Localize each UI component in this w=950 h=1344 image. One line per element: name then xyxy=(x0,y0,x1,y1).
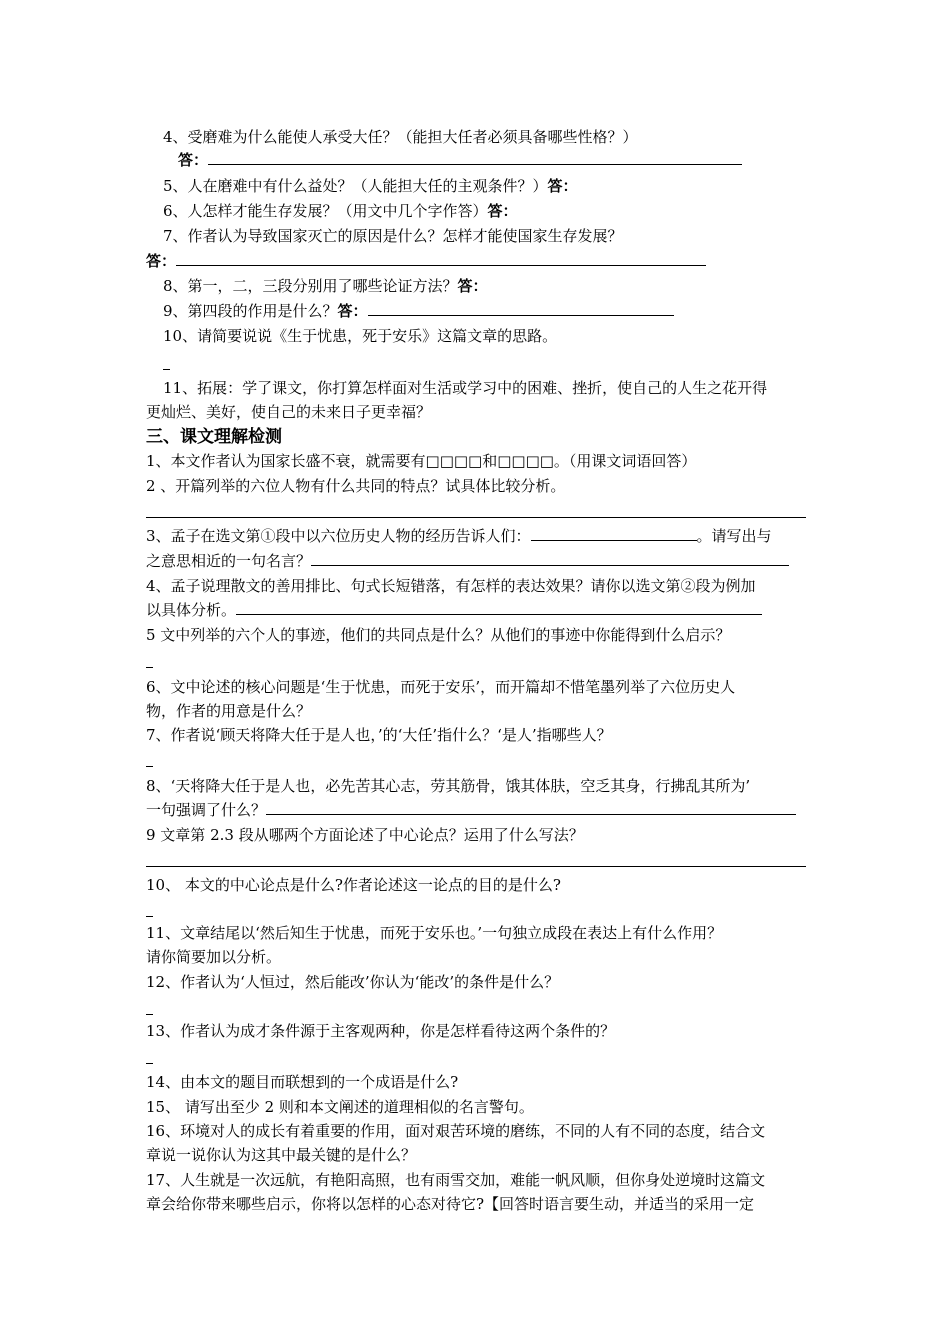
s3-question-13 xyxy=(146,1020,810,1042)
question-6 xyxy=(163,200,827,222)
s3-question-12-text: 12、作者认为‘人恒过，然后能改’你认为‘能改’的条件是什么？ xyxy=(146,973,560,991)
s3-question-8-text: 8、‘天将降大任于是人也，必先苦其心志，劳其筋骨，饿其体肤，空乏其身，行拂乱其所为’ xyxy=(146,777,751,795)
answer-blank[interactable] xyxy=(146,1014,153,1015)
question-4-text: 4、受磨难为什么能使人承受大任？（能担大任者必须具备哪些性格？） xyxy=(163,128,638,146)
s3-question-8-line2 xyxy=(146,799,810,821)
question-9-text: 9、第四段的作用是什么？ xyxy=(163,302,338,320)
s3-question-16-text: 16、环境对人的成长有着重要的作用，面对艰苦环境的磨练，不同的人有不同的态度，结合文 xyxy=(146,1122,766,1140)
question-5-text: 5、人在磨难中有什么益处？（人能担大任的主观条件？） xyxy=(163,177,548,195)
s3-question-11 xyxy=(146,922,810,944)
s3-question-14 xyxy=(146,1071,810,1093)
s3-question-16 xyxy=(146,1120,810,1142)
answer-blank[interactable] xyxy=(146,667,153,668)
answer-4-row xyxy=(178,149,842,171)
answer-label: 答： xyxy=(487,202,518,220)
s3-question-8 xyxy=(146,775,810,797)
s3-question-1-text: 1、本文作者认为国家长盛不衰，就需要有□□□□和□□□□。（用课文词语回答） xyxy=(146,452,697,470)
answer-label: 答： xyxy=(178,151,209,169)
question-8-text: 8、第一，二，三段分别用了哪些论证方法？ xyxy=(163,277,458,295)
answer-label: 答： xyxy=(547,177,578,195)
question-5 xyxy=(163,175,827,197)
s3-question-3-line2 xyxy=(146,550,810,572)
s3-question-5 xyxy=(146,624,810,646)
question-7 xyxy=(163,225,827,247)
answer-blank[interactable] xyxy=(531,525,697,541)
answer-blank[interactable] xyxy=(208,149,742,165)
s3-question-17-line2 xyxy=(146,1193,810,1215)
answer-blank[interactable] xyxy=(176,250,706,266)
answer-blank[interactable] xyxy=(368,300,674,316)
s3-question-2 xyxy=(146,475,810,497)
s3-question-3-line2-text: 之意思相近的一句名言？ xyxy=(146,552,312,570)
s3-question-11-line2-text: 请你简要加以分析。 xyxy=(146,948,282,966)
answer-label: 答： xyxy=(337,302,368,320)
s3-question-14-text: 14、由本文的题目而联想到的一个成语是什么? xyxy=(146,1073,459,1091)
answer-blank[interactable] xyxy=(146,1063,153,1064)
s3-question-4 xyxy=(146,575,810,597)
s3-question-3-text: 3、孟子在选文第①段中以六位历史人物的经历告诉人们： xyxy=(146,527,531,545)
question-11-line1 xyxy=(163,377,827,399)
question-10-text: 10、请简要说说《生于忧患，死于安乐》这篇文章的思路。 xyxy=(163,327,558,345)
answer-blank[interactable] xyxy=(266,799,796,815)
s3-question-9-text: 9 文章第 2.3 段从哪两个方面论述了中心论点？运用了什么写法？ xyxy=(146,826,584,844)
s3-question-3 xyxy=(146,525,810,547)
answer-7-row xyxy=(146,250,810,272)
s3-question-10 xyxy=(146,874,810,896)
s3-question-11-line2 xyxy=(146,946,810,968)
s3-question-5-text: 5 文中列举的六个人的事迹，他们的共同点是什么？从他们的事迹中你能得到什么启示？ xyxy=(146,626,731,644)
s3-question-10-text: 10、 本文的中心论点是什么?作者论述这一论点的目的是什么? xyxy=(146,876,561,894)
s3-question-16-line2-text: 章说一说你认为这其中最关键的是什么？ xyxy=(146,1146,417,1164)
s3-question-7-text: 7、作者说‘顾天将降大任于是人也，’的‘大任’指什么？‘是人’指哪些人？ xyxy=(146,726,612,744)
question-7-text: 7、作者认为导致国家灭亡的原因是什么？怎样才能使国家生存发展？ xyxy=(163,227,623,245)
answer-line[interactable] xyxy=(146,866,806,867)
question-4 xyxy=(163,126,827,148)
s3-question-9 xyxy=(146,824,810,846)
s3-question-15 xyxy=(146,1096,810,1118)
s3-question-3-text-cont: 。请写出与 xyxy=(696,527,772,545)
s3-question-17-line2-text: 章会给你带来哪些启示，你将以怎样的心态对待它?【回答时语言要生动，并适当的采用一定 xyxy=(146,1195,755,1213)
question-11-text: 11、拓展：学了课文，你打算怎样面对生活或学习中的困难、挫折，使自己的人生之花开得 xyxy=(163,379,768,397)
s3-question-6-line2-text: 物，作者的用意是什么？ xyxy=(146,702,312,720)
s3-question-4-line2 xyxy=(146,599,810,621)
question-8 xyxy=(163,275,827,297)
s3-question-6-text: 6、文中论述的核心问题是‘生于忧患，而死于安乐’，而开篇却不惜笔墨列举了六位历史人 xyxy=(146,678,736,696)
question-6-text: 6、人怎样才能生存发展？（用文中几个字作答） xyxy=(163,202,488,220)
question-11-line2 xyxy=(146,401,810,423)
s3-question-8-line2-text: 一句强调了什么？ xyxy=(146,801,267,819)
question-11-text-cont: 更灿烂、美好，使自己的未来日子更幸福？ xyxy=(146,403,432,421)
question-9 xyxy=(163,300,827,322)
s3-question-15-text: 15、 请写出至少 2 则和本文阐述的道理相似的名言警句。 xyxy=(146,1098,534,1116)
answer-label: 答： xyxy=(146,252,177,270)
s3-question-11-text: 11、文章结尾以‘然后知生于忧患，而死于安乐也。’一句独立成段在表达上有什么作用？ xyxy=(146,924,723,942)
s3-question-4-line2-text: 以具体分析。 xyxy=(146,601,237,619)
s3-question-17 xyxy=(146,1169,810,1191)
answer-blank[interactable] xyxy=(311,550,789,566)
s3-question-4-text: 4、孟子说理散文的善用排比、句式长短错落，有怎样的表达效果？请你以选文第②段为例加 xyxy=(146,577,756,595)
s3-question-12 xyxy=(146,971,810,993)
section-heading xyxy=(146,426,810,448)
s3-question-2-text: 2 、开篇列举的六位人物有什么共同的特点？试具体比较分析。 xyxy=(146,477,566,495)
s3-question-13-text: 13、作者认为成才条件源于主客观两种，你是怎样看待这两个条件的？ xyxy=(146,1022,616,1040)
answer-line[interactable] xyxy=(146,517,806,518)
s3-question-17-text: 17、人生就是一次远航，有艳阳高照，也有雨雪交加，难能一帆风顺，但你身处逆境时这篇文 xyxy=(146,1171,766,1189)
section-heading-text: 三、课文理解检测 xyxy=(146,427,282,447)
answer-blank[interactable] xyxy=(146,916,153,917)
answer-blank[interactable] xyxy=(236,599,762,615)
answer-blank[interactable] xyxy=(146,766,153,767)
s3-question-7 xyxy=(146,724,810,746)
s3-question-6 xyxy=(146,676,810,698)
answer-blank[interactable] xyxy=(163,369,170,370)
answer-label: 答： xyxy=(457,277,488,295)
s3-question-6-line2 xyxy=(146,700,810,722)
question-10 xyxy=(163,325,827,347)
s3-question-16-line2 xyxy=(146,1144,810,1166)
s3-question-1 xyxy=(146,450,810,472)
